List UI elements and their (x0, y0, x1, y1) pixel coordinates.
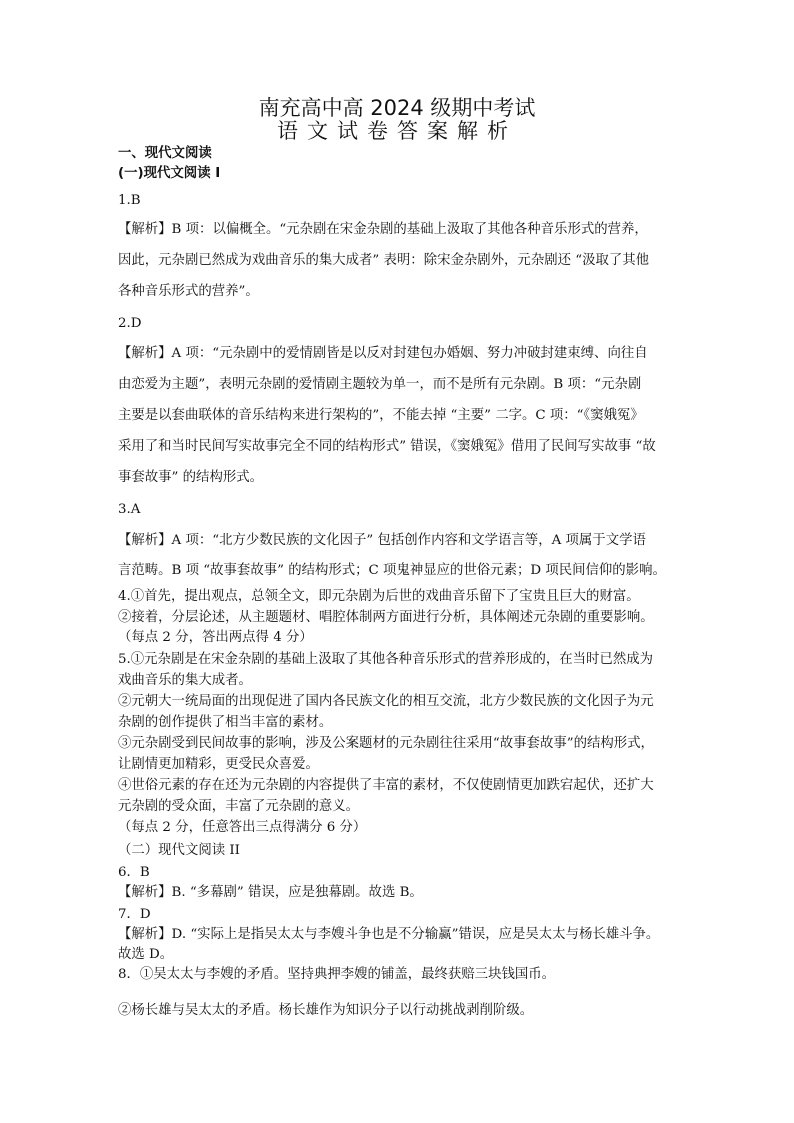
answer-3-line: 【解析】A 项：“北方少数民族的文化因子” 包括创作内容和文学语言等，A 项属于文学语 (118, 533, 646, 548)
section-heading-1: 一、现代文阅读 (118, 146, 212, 161)
answer-8-line: ②杨长雄与吴太太的矛盾。杨长雄作为知识分子以行动挑战剥削阶级。 (118, 1003, 534, 1018)
answer-5-line: 戏曲音乐的集大成者。 (118, 673, 252, 688)
section-heading-1-1: (一)现代文阅读 I (118, 166, 221, 181)
answer-5-line: （每点 2 分，任意答出三点得满分 6 分） (118, 820, 367, 835)
answer-4-line: ②接着，分层论述，从主题题材、唱腔体制两方面进行分析，具体阐述元杂剧的重要影响。 (118, 610, 654, 625)
answer-2-line: 【解析】A 项：“元杂剧中的爱情剧皆是以反对封建包办婚姻、努力冲破封建束缚、向往自 (118, 346, 648, 361)
answer-7-line: 【解析】D. “实际上是指吴太太与李嫂斗争也是不分输赢”错误，应是吴太太与杨长雄斗争。 (118, 927, 660, 942)
answer-1-line: 【解析】B 项：以偏概全。“元杂剧在宋金杂剧的基础上汲取了其他各种音乐形式的营养， (118, 222, 648, 237)
answer-6-number: 6．B (118, 865, 150, 880)
answer-8-line: 8．①吴太太与李嫂的矛盾。坚持典押李嫂的铺盖，最终获赔三块钱国币。 (118, 967, 556, 982)
answer-3-number: 3.A (118, 502, 141, 517)
answer-5-line: ②元朝大一统局面的出现促进了国内各民族文化的相互交流，北方少数民族的文化因子为元 (118, 694, 654, 709)
answer-4-line: （每点 2 分，答出两点得 4 分） (118, 630, 313, 645)
answer-5-line: 让剧情更加精彩，更受民众喜爱。 (118, 757, 319, 772)
answer-5-line: ④世俗元素的存在还为元杂剧的内容提供了丰富的素材，不仅使剧情更加跌宕起伏，还扩大 (118, 778, 654, 793)
answer-5-line: 杂剧的创作提供了相当丰富的素材。 (118, 715, 333, 730)
answer-7-number: 7．D (118, 907, 151, 922)
answer-5-line: 元杂剧的受众面，丰富了元杂剧的意义。 (118, 799, 360, 814)
answer-1-line: 各种音乐形式的营养”。 (118, 284, 259, 299)
answer-5-line: ③元杂剧受到民间故事的影响，涉及公案题材的元杂剧往往采用“故事套故事”的结构形式， (118, 736, 654, 751)
section-heading-1-2: （二）现代文阅读 II (118, 843, 240, 858)
answer-2-number: 2.D (118, 316, 142, 331)
document-title: 南充高中高 2024 级期中考试 (258, 96, 536, 120)
answer-5-line: 5.①元杂剧是在宋金杂剧的基础上汲取了其他各种音乐形式的营养形成的，在当时已然成为 (118, 652, 654, 667)
answer-2-line: 事套故事” 的结构形式。 (118, 470, 264, 485)
answer-1-line: 因此，元杂剧已然成为戏曲音乐的集大成者” 表明：除宋金杂剧外，元杂剧还 “汲取了其他 (118, 253, 650, 268)
answer-6-line: 【解析】B. “多幕剧” 错误，应是独幕剧。故选 B。 (118, 885, 423, 900)
answer-2-line: 采用了和当时民间写实故事完全不同的结构形式” 错误，《窦娥冤》借用了民间写实故事 “故 (118, 439, 656, 454)
answer-1-number: 1.B (118, 193, 141, 208)
answer-2-line: 主要是以套曲联体的音乐结构来进行架构的”，不能去掉 “主要” 二字。C 项：“《窦娥冤》 (118, 408, 644, 423)
answer-3-line: 言范畴。B 项 “故事套故事” 的结构形式；C 项鬼神显应的世俗元素；D 项民间信仰的影响。 (118, 563, 666, 578)
document-subtitle: 语文试卷答案解析 (277, 119, 517, 143)
answer-2-line: 由恋爱为主题”，表明元杂剧的爱情剧主题较为单一，而不是所有元杂剧。B 项：“元杂剧 (118, 377, 642, 392)
answer-7-line: 故选 D。 (118, 947, 174, 962)
answer-4-line: 4.①首先，提出观点，总领全文，即元杂剧为后世的戏曲音乐留下了宝贵且巨大的财富。 (118, 589, 640, 604)
